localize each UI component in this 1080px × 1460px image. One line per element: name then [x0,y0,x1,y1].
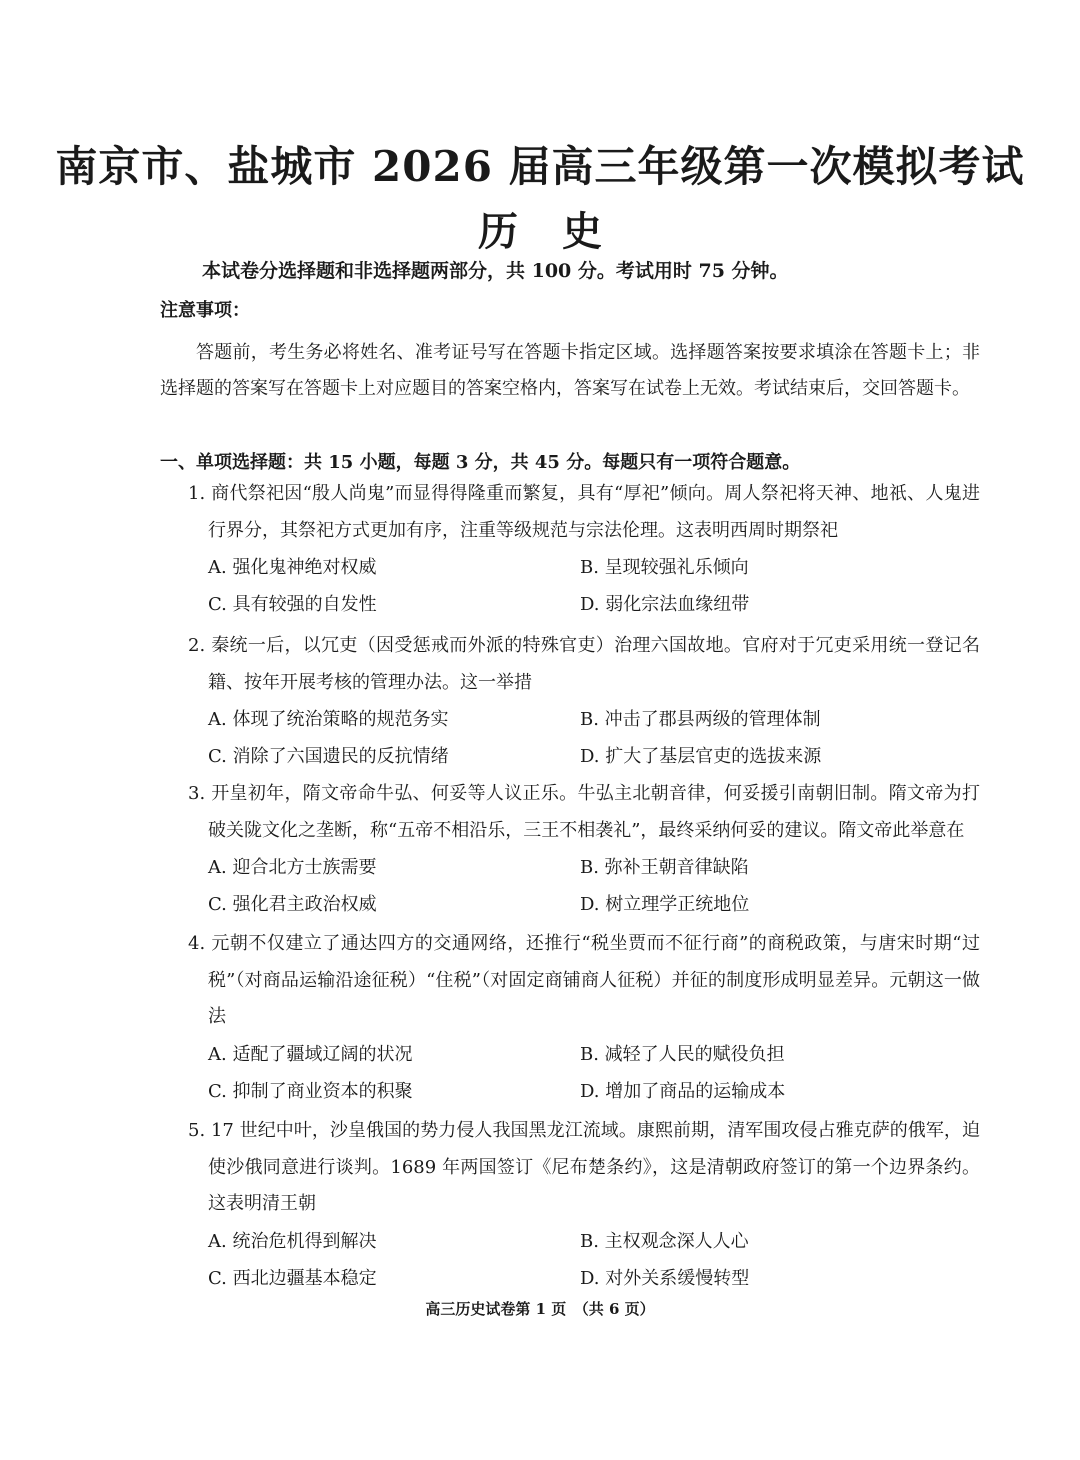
option-b: B. 主权观念深人人心 [580,1230,749,1252]
page-footer: 高三历史试卷第 1 页 （共 6 页） [425,1300,655,1318]
option-a: A. 统治危机得到解决 [208,1230,377,1252]
option-a: A. 适配了疆域辽阔的状况 [208,1043,413,1065]
question-2 [188,628,980,775]
question-5 [188,1113,980,1297]
option-c: C. 强化君主政治权威 [208,894,377,915]
option-a: A. 迎合北方士族需要 [208,857,377,878]
option-d: D. 对外关系缓慢转型 [580,1267,750,1289]
option-c: C. 抑制了商业资本的积聚 [208,1080,413,1102]
option-c: C. 具有较强的自发性 [208,594,377,615]
question-options [188,849,980,923]
option-a: A. 体现了统治策略的规范务实 [208,709,449,730]
question-stem: 5. 17 世纪中叶，沙皇俄国的势力侵人我国黑龙江流域。康熙前期，清军围攻侵占雅克萨的俄军，迫使沙俄同意进行谈判。1689 年两国签订《尼布楚条约》，这是清朝政府签订的第一个边界条约。这表明清王朝 [188,1120,980,1214]
exam-summary: 本试卷分选择题和非选择题两部分，共 100 分。考试用时 75 分钟。 [202,260,789,282]
option-b: B. 弥补王朝音律缺陷 [580,857,749,878]
question-4 [188,926,980,1110]
notice-heading: 注意事项： [160,300,250,321]
option-b: B. 减轻了人民的赋役负担 [580,1043,785,1065]
section-heading: 一、单项选择题：共 15 小题，每题 3 分，共 45 分。每题只有一项符合题意。 [160,452,801,473]
question-options [188,1036,980,1110]
option-b: B. 冲击了郡县两级的管理体制 [580,709,821,730]
subject-char-2: 史 [562,208,602,255]
option-a: A. 强化鬼神绝对权威 [208,557,377,578]
option-c: C. 西北边疆基本稳定 [208,1267,377,1289]
option-d: D. 扩大了基层官吏的选拔来源 [580,746,822,767]
question-3 [188,776,980,923]
subject-char-1: 历 [478,208,518,255]
option-d: D. 增加了商品的运输成本 [580,1080,786,1102]
question-stem: 4. 元朝不仅建立了通达四方的交通网络，还推行“税坐贾而不征行商”的商税政策，与唐宋时期“过税”（对商品运输沿途征税）“住税”（对固定商铺商人征税）并征的制度形成明显差异。元朝这一做法 [188,933,980,1027]
exam-title: 南京市、盐城市 2026 届高三年级第一次模拟考试 [55,142,1025,191]
option-c: C. 消除了六国遗民的反抗情绪 [208,746,449,767]
question-stem: 3. 开皇初年，隋文帝命牛弘、何妥等人议正乐。牛弘主北朝音律，何妥援引南朝旧制。隋文帝为打破关陇文化之垄断，称“五帝不相沿乐，三王不相袭礼”，最终采纳何妥的建议。隋文帝此举意在 [188,783,980,841]
subject-title [0,200,1080,257]
question-stem: 1. 商代祭祀因“殷人尚鬼”而显得得隆重而繁复，具有“厚祀”倾向。周人祭祀将天神、地祇、人鬼进行界分，其祭祀方式更加有序，注重等级规范与宗法伦理。这表明西周时期祭祀 [188,483,980,541]
option-b: B. 呈现较强礼乐倾向 [580,557,749,578]
option-d: D. 树立理学正统地位 [580,894,750,915]
notice-body: 答题前，考生务必将姓名、准考证号写在答题卡指定区域。选择题答案按要求填涂在答题卡上；非选择题的答案写在答题卡上对应题目的答案空格内，答案写在试卷上无效。考试结束后，交回答题卡。 [160,342,980,399]
question-options [188,701,980,775]
option-d: D. 弱化宗法血缘纽带 [580,594,750,615]
question-options [188,1223,980,1297]
question-options [188,549,980,623]
question-1 [188,476,980,623]
question-stem: 2. 秦统一后，以冗吏（因受惩戒而外派的特殊官吏）治理六国故地。官府对于冗吏采用统一登记名籍、按年开展考核的管理办法。这一举措 [188,635,980,693]
